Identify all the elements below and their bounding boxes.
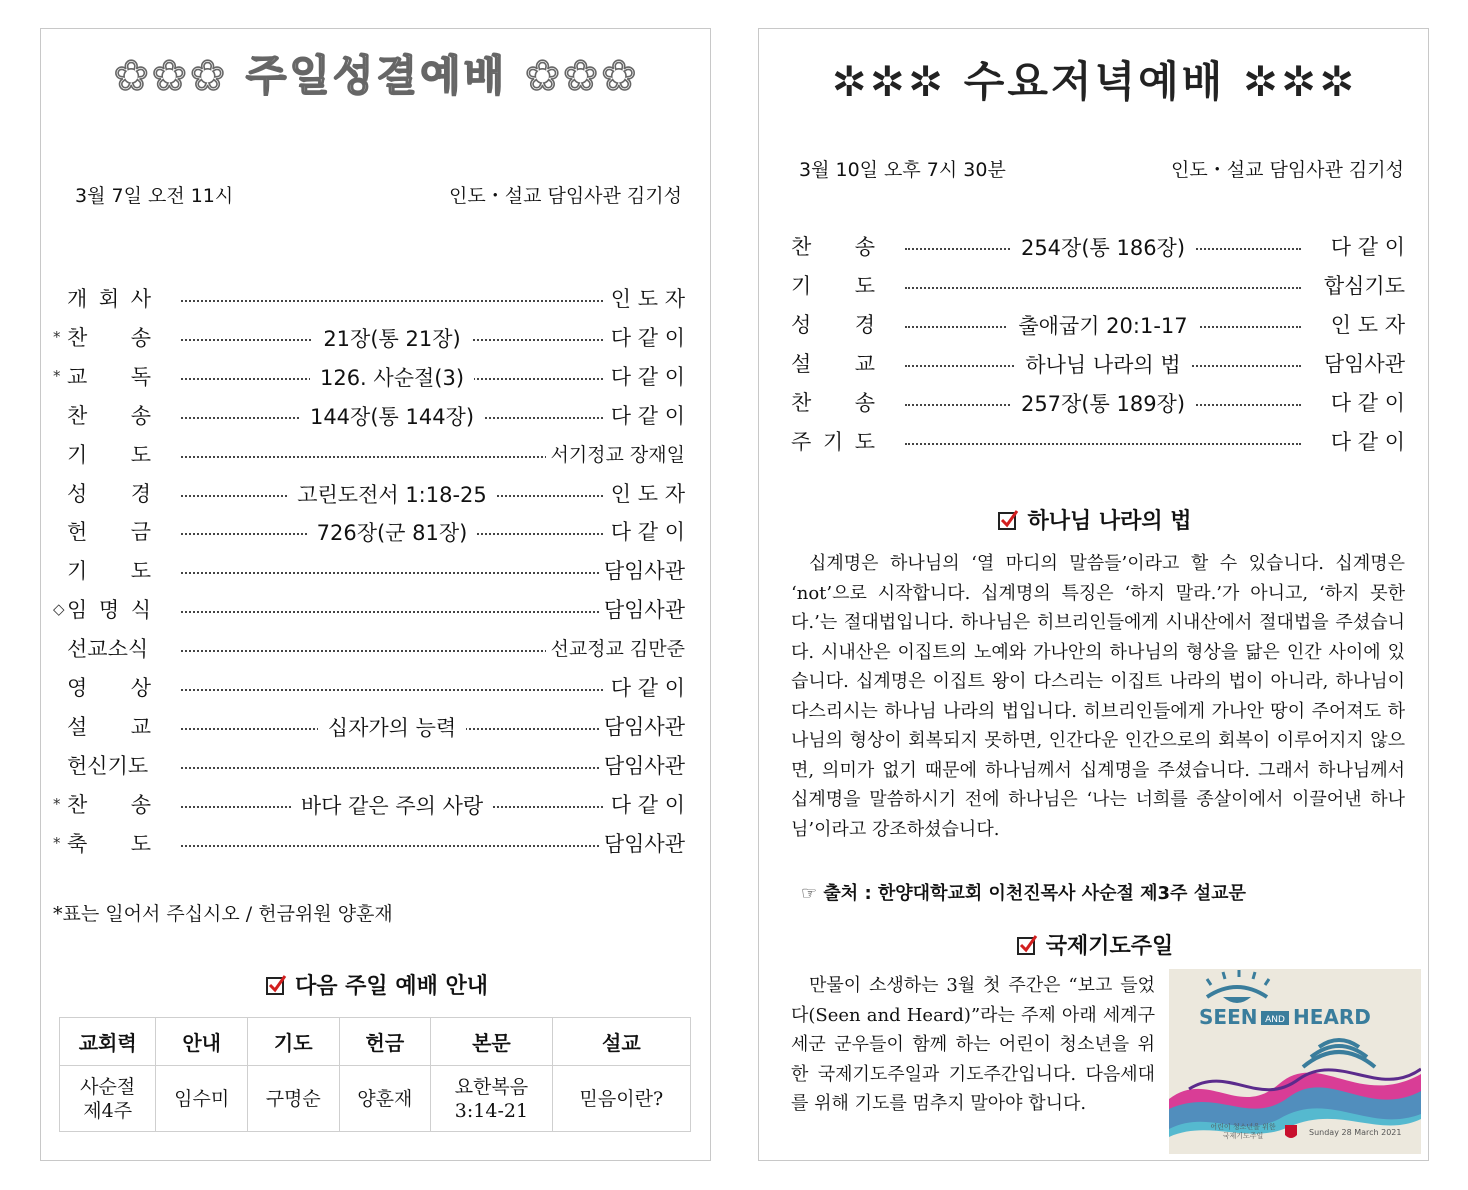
worship-row xyxy=(67,556,685,586)
row-role: 설 교 xyxy=(67,714,151,739)
worship-row xyxy=(67,751,685,781)
row-content xyxy=(181,323,603,355)
table-row xyxy=(60,1066,691,1132)
row-role: 찬 송 xyxy=(791,391,875,415)
row-role: 찬 송 xyxy=(67,792,151,817)
table-header-cell: 교회력 xyxy=(60,1018,156,1066)
checkbox-checked-icon xyxy=(265,974,287,996)
row-content xyxy=(905,310,1301,342)
row-person: 다 같 이 xyxy=(607,517,685,547)
dotted-leader xyxy=(905,287,1301,289)
prayer-week-text: 만물이 소생하는 3월 첫 주간은 “보고 들었다(Seen and Heard)”라는 주제 아래 세계구세군 군우들이 함께 하는 어린이 청소년을 위한 국제기도주일과 기도주간입니다. 다음세대를 위해 기도를 멈추지 말아야 합니다. xyxy=(791,975,1155,1114)
row-role: 임 명 식 xyxy=(67,598,151,623)
row-person: 인 도 자 xyxy=(607,284,685,314)
poster-brand-and: AND xyxy=(1265,1015,1285,1025)
row-person: 서기정교 장재일 xyxy=(546,440,685,470)
dotted-leader xyxy=(905,443,1301,445)
prayer-week-title: 국제기도주일 xyxy=(1045,934,1174,959)
dotted-leader xyxy=(181,650,603,652)
wednesday-title: ✲✲✲ 수요저녁예배 ✲✲✲ xyxy=(831,57,1358,106)
row-content xyxy=(905,388,1301,420)
row-content xyxy=(181,517,603,549)
row-person: 다 같 이 xyxy=(1327,427,1405,457)
sunday-standing-note: *표는 일어서 주십시오 / 헌금위원 양훈재 xyxy=(53,903,393,925)
checkbox-checked-icon xyxy=(1016,934,1038,956)
worship-row xyxy=(791,349,1405,379)
row-person: 담임사관 xyxy=(600,595,685,625)
prayer-week-heading xyxy=(759,929,1430,960)
row-content xyxy=(181,712,603,744)
table-cell: 요한복음 3:14-21 xyxy=(431,1066,553,1132)
row-person: 인 도 자 xyxy=(607,479,685,509)
poster-date: Sunday 28 March 2021 xyxy=(1309,1128,1402,1137)
row-content-text: 257장(통 189장) xyxy=(1011,392,1195,416)
row-person: 담임사관 xyxy=(600,751,685,781)
row-person: 담임사관 xyxy=(1320,349,1405,379)
worship-row xyxy=(791,310,1405,340)
row-mark: * xyxy=(53,794,61,813)
row-role: 기 도 xyxy=(67,559,151,584)
checkbox-checked-icon xyxy=(997,509,1019,531)
dotted-leader xyxy=(181,689,603,691)
row-content-text: 하나님 나라의 법 xyxy=(1015,353,1190,377)
table-header-row xyxy=(60,1018,691,1066)
sermon-title: 하나님 나라의 법 xyxy=(1027,509,1192,534)
table-cell: 구명순 xyxy=(247,1066,339,1132)
row-role: 찬 송 xyxy=(791,235,875,259)
worship-row xyxy=(67,440,685,470)
worship-row xyxy=(67,284,685,314)
sunday-datetime: 3월 7일 오전 11시 xyxy=(75,185,234,207)
table-cell: 임수미 xyxy=(156,1066,248,1132)
worship-row xyxy=(53,362,685,392)
row-role: 기 도 xyxy=(67,442,151,467)
worship-row xyxy=(53,790,685,820)
worship-row xyxy=(67,673,685,703)
row-person: 다 같 이 xyxy=(607,790,685,820)
wednesday-leader: 인도・설교 담임사관 김기성 xyxy=(1171,159,1404,181)
sunday-bulletin-panel xyxy=(40,28,711,1161)
worship-row xyxy=(53,829,685,859)
row-role: 찬 송 xyxy=(67,325,151,350)
sunday-leader: 인도・설교 담임사관 김기성 xyxy=(449,185,682,207)
row-content xyxy=(181,401,603,433)
worship-row xyxy=(67,401,685,431)
row-role: 성 경 xyxy=(791,313,875,337)
row-person: 담임사관 xyxy=(600,829,685,859)
dotted-leader xyxy=(181,300,603,302)
row-role: 개 회 사 xyxy=(67,287,151,311)
row-role: 영 상 xyxy=(67,676,151,700)
row-role: 헌신기도 xyxy=(67,753,149,778)
row-person: 인 도 자 xyxy=(1327,310,1405,340)
row-content-text: 726장(군 81장) xyxy=(307,521,478,545)
row-mark: * xyxy=(53,366,61,385)
row-person: 다 같 이 xyxy=(1327,388,1405,418)
table-cell: 양훈재 xyxy=(339,1066,431,1132)
row-content-text: 고린도전서 1:18-25 xyxy=(287,483,497,507)
row-person: 다 같 이 xyxy=(607,323,685,353)
worship-row xyxy=(791,271,1405,301)
row-role: 찬 송 xyxy=(67,403,151,428)
dotted-leader xyxy=(181,456,603,458)
worship-row xyxy=(791,427,1405,457)
worship-row xyxy=(67,479,685,509)
row-content-text: 254장(통 186장) xyxy=(1011,236,1195,260)
row-role: 선교소식 xyxy=(67,637,149,662)
row-mark: * xyxy=(53,833,61,852)
dotted-leader xyxy=(181,845,603,847)
sermon-summary: 십계명은 하나님의 ‘열 마디의 말씀들’이라고 할 수 있습니다. 십계명은 ‘not’으로 시작합니다. 십계명의 특징은 ‘하지 말라.’가 아니고, ‘하지 못한다.’는 절대법입니다. 하나님은 히브리인들에게 시내산에서 절대법을 주셨습니다. 시내산은 이집트의 노예와 가나안의 하나님의 형상을 닮은 인간 사이에 있습니다. 십계명은 이집트 왕이 다스리는 이집트 나라의 법이 아니라, 하나님이 다스리시는 하나님 나라의 법입니다. 히브리인들에게 가나안 땅이 주어져도 하나님의 형상이 회복되지 못하면, 인간다운 인간으로의 회복이 이루어지지 않으면, 의미가 없기 때문에 하나님께서 십계명을 주셨습니다. 그래서 하나님께서 십계명을 말씀하시기 전에 하나님은 ‘나는 너희를 종살이에서 이끌어낸 하나님’이라고 강조하셨습니다. xyxy=(791,553,1405,840)
row-role: 헌 금 xyxy=(67,520,151,545)
next-sunday-heading xyxy=(41,969,712,1000)
poster-caption-line1: 어린이 청소년을 위한 xyxy=(1210,1123,1276,1131)
poster-graphic xyxy=(1169,969,1421,1154)
table-header-cell: 설교 xyxy=(552,1018,690,1066)
worship-row xyxy=(67,517,685,547)
wednesday-datetime: 3월 10일 오후 7시 30분 xyxy=(799,159,1006,181)
row-content xyxy=(181,479,603,511)
dotted-leader xyxy=(181,767,603,769)
poster-brand-left: SEEN xyxy=(1199,1005,1258,1029)
row-content-text: 십자가의 능력 xyxy=(318,716,466,740)
row-content-text: 144장(통 144장) xyxy=(300,405,484,429)
table-header-cell: 헌금 xyxy=(339,1018,431,1066)
row-mark: ◇ xyxy=(53,600,65,619)
wednesday-bulletin-panel xyxy=(758,28,1429,1161)
table-cell: 믿음이란? xyxy=(552,1066,690,1132)
row-person: 다 같 이 xyxy=(607,401,685,431)
row-person: 합심기도 xyxy=(1320,271,1405,301)
poster-caption-line2: 국제기도주일 xyxy=(1222,1132,1264,1140)
row-content-text: 출애굽기 20:1-17 xyxy=(1008,314,1197,338)
row-content xyxy=(905,232,1301,264)
worship-row xyxy=(791,388,1405,418)
table-header-cell: 기도 xyxy=(247,1018,339,1066)
next-sunday-table xyxy=(59,1017,691,1132)
row-role: 교 독 xyxy=(67,364,151,389)
seen-and-heard-poster xyxy=(1169,969,1421,1154)
row-content-text: 126. 사순절(3) xyxy=(310,366,474,390)
eye-icon xyxy=(1207,987,1267,997)
next-sunday-title: 다음 주일 예배 안내 xyxy=(295,974,488,999)
row-content xyxy=(905,349,1301,381)
worship-row xyxy=(67,634,685,664)
sunday-title: ❀❀❀ 주일성결예배 ❀❀❀ xyxy=(113,51,640,100)
table-cell: 사순절 제4주 xyxy=(60,1066,156,1132)
sermon-source: ☞ 출처 : 한양대학교회 이천진목사 사순절 제3주 설교문 xyxy=(801,883,1246,904)
row-role: 설 교 xyxy=(791,352,875,376)
dotted-leader xyxy=(181,572,603,574)
row-role: 축 도 xyxy=(67,831,151,856)
table-header-cell: 안내 xyxy=(156,1018,248,1066)
worship-row xyxy=(791,232,1405,262)
row-role: 성 경 xyxy=(67,481,151,506)
worship-row xyxy=(53,323,685,353)
row-content xyxy=(181,790,603,822)
row-person: 다 같 이 xyxy=(607,362,685,392)
row-person: 선교정교 김만준 xyxy=(546,634,685,664)
dotted-leader xyxy=(181,611,603,613)
worship-row xyxy=(67,712,685,742)
row-person: 담임사관 xyxy=(600,712,685,742)
row-person: 담임사관 xyxy=(600,556,685,586)
row-role: 기 도 xyxy=(791,274,875,298)
row-person: 다 같 이 xyxy=(607,673,685,703)
table-header-cell: 본문 xyxy=(431,1018,553,1066)
worship-row xyxy=(53,595,685,625)
row-mark: * xyxy=(53,327,61,346)
salvation-army-shield-icon xyxy=(1285,1125,1297,1138)
row-content xyxy=(181,362,603,394)
row-content-text: 바다 같은 주의 사랑 xyxy=(291,794,493,818)
row-role: 주 기 도 xyxy=(791,430,875,454)
row-person: 다 같 이 xyxy=(1327,232,1405,262)
sermon-heading xyxy=(759,504,1430,535)
poster-brand-right: HEARD xyxy=(1293,1005,1371,1029)
row-content-text: 21장(통 21장) xyxy=(313,327,470,351)
